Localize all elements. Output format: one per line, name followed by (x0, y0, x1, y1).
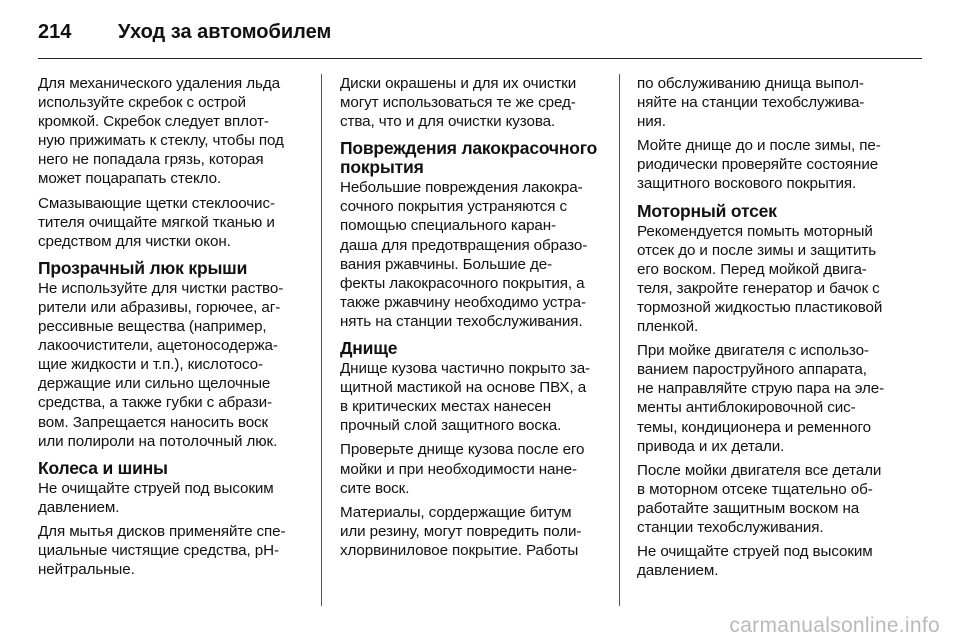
page-header (38, 14, 331, 50)
paragraph-no-pressure-wash: Не очищайте струей под высоким давлением. (38, 479, 274, 516)
paragraph-no-pressure-wash-engine: Не очищайте струей под высоким давлением. (637, 543, 873, 580)
watermark: carmanualsonline.info (729, 614, 940, 637)
page-title: Уход за автомобилем (118, 20, 332, 43)
column-2 (340, 74, 602, 565)
heading-underbody: Днище (340, 338, 398, 359)
column-3 (637, 74, 899, 585)
column-divider-2 (619, 74, 620, 606)
paragraph-underbody-service: по обслуживанию днища выпол- няйте на станции техобслужива- ния. (637, 75, 865, 131)
paragraph-steam-cleaning: При мойке двигателя с использо- ванием пароструйного аппарата, не направляйте струю пара на эле- менты антиблокировочной сис- темы, кондиционера и ременного привода и их детали. (637, 342, 885, 455)
paragraph-engine-wash: Рекомендуется помыть моторный отсек до и после зимы и защитить его воском. Перед мойкой двига- теля, закройте генератор и бачок с тормозной жидкостью пластиковой пленкой. (637, 222, 883, 336)
heading-wheels-tyres: Колеса и шины (38, 457, 168, 478)
page-number: 214 (38, 20, 72, 43)
paragraph-wiper-blades: Смазывающие щетки стеклоочис- тителя очищайте мягкой тканью и средством для чистки окон. (38, 194, 275, 250)
heading-sunroof: Прозрачный люк крыши (38, 257, 248, 278)
paragraph-underbody-check: Проверьте днище кузова после его мойки и при необходимости нане- сите воск. (340, 441, 585, 497)
header-rule (38, 58, 922, 59)
heading-engine-compartment: Моторный отсек (637, 200, 777, 221)
paragraph-wheel-cleaning: Для мытья дисков применяйте спе- циальные чистящие средства, pH- нейтральные. (38, 522, 286, 579)
paragraph-ice-removal: Для механического удаления льда используйте скребок с острой кромкой. Скребок следует вплот- ную прижимать к стеклу, чтобы под него не попадала грязь, которая может поцарапать стекло. (38, 75, 284, 188)
column-1 (38, 74, 300, 584)
paragraph-after-wash-wax: После мойки двигателя все детали в моторном отсеке тщательно об- работайте защитным воском на станции техобслуживания. (637, 461, 882, 536)
paragraph-sunroof: Не используйте для чистки раство- рители или абразивы, горючее, аг- рессивные вещества (например, лакоочистители, ацетоносодержа- щие жидкости и т.п.), кислотосо- держащие или сильно щелочные средства, а также губки с абрази- вом. Запрещается наносить воск или полироли на потолочный люк. (38, 279, 284, 450)
paragraph-winter-wash: Мойте днище до и после зимы, пе- риодически проверяйте состояние защитного воскового покрытия. (637, 137, 881, 193)
column-divider-1 (321, 74, 322, 606)
heading-paint-damage: Повреждения лакокрасочного покрытия (340, 138, 598, 178)
paragraph-paint-damage: Небольшие повреждения лакокра- сочного покрытия устраняются с помощью специального каран- даша для предотвращения образо- вания ржавчины. Большие де- фекты лакокрасочного покрытия, а также ржавчину необходимо устра- нять на станции техобслуживания. (340, 179, 588, 330)
paragraph-bitumen-materials: Материалы, сордержащие битум или резину, могут повредить поли- хлорвиниловое покрытие. Работы (340, 503, 582, 559)
paragraph-underbody-coating: Днище кузова частично покрыто за- щитной мастикой на основе ПВХ, а в критических местах нанесен прочный слой защитного воска. (340, 360, 591, 435)
paragraph-painted-wheels: Диски окрашены и для их очистки могут использоваться те же сред- ства, что и для очистки кузова. (340, 75, 577, 131)
